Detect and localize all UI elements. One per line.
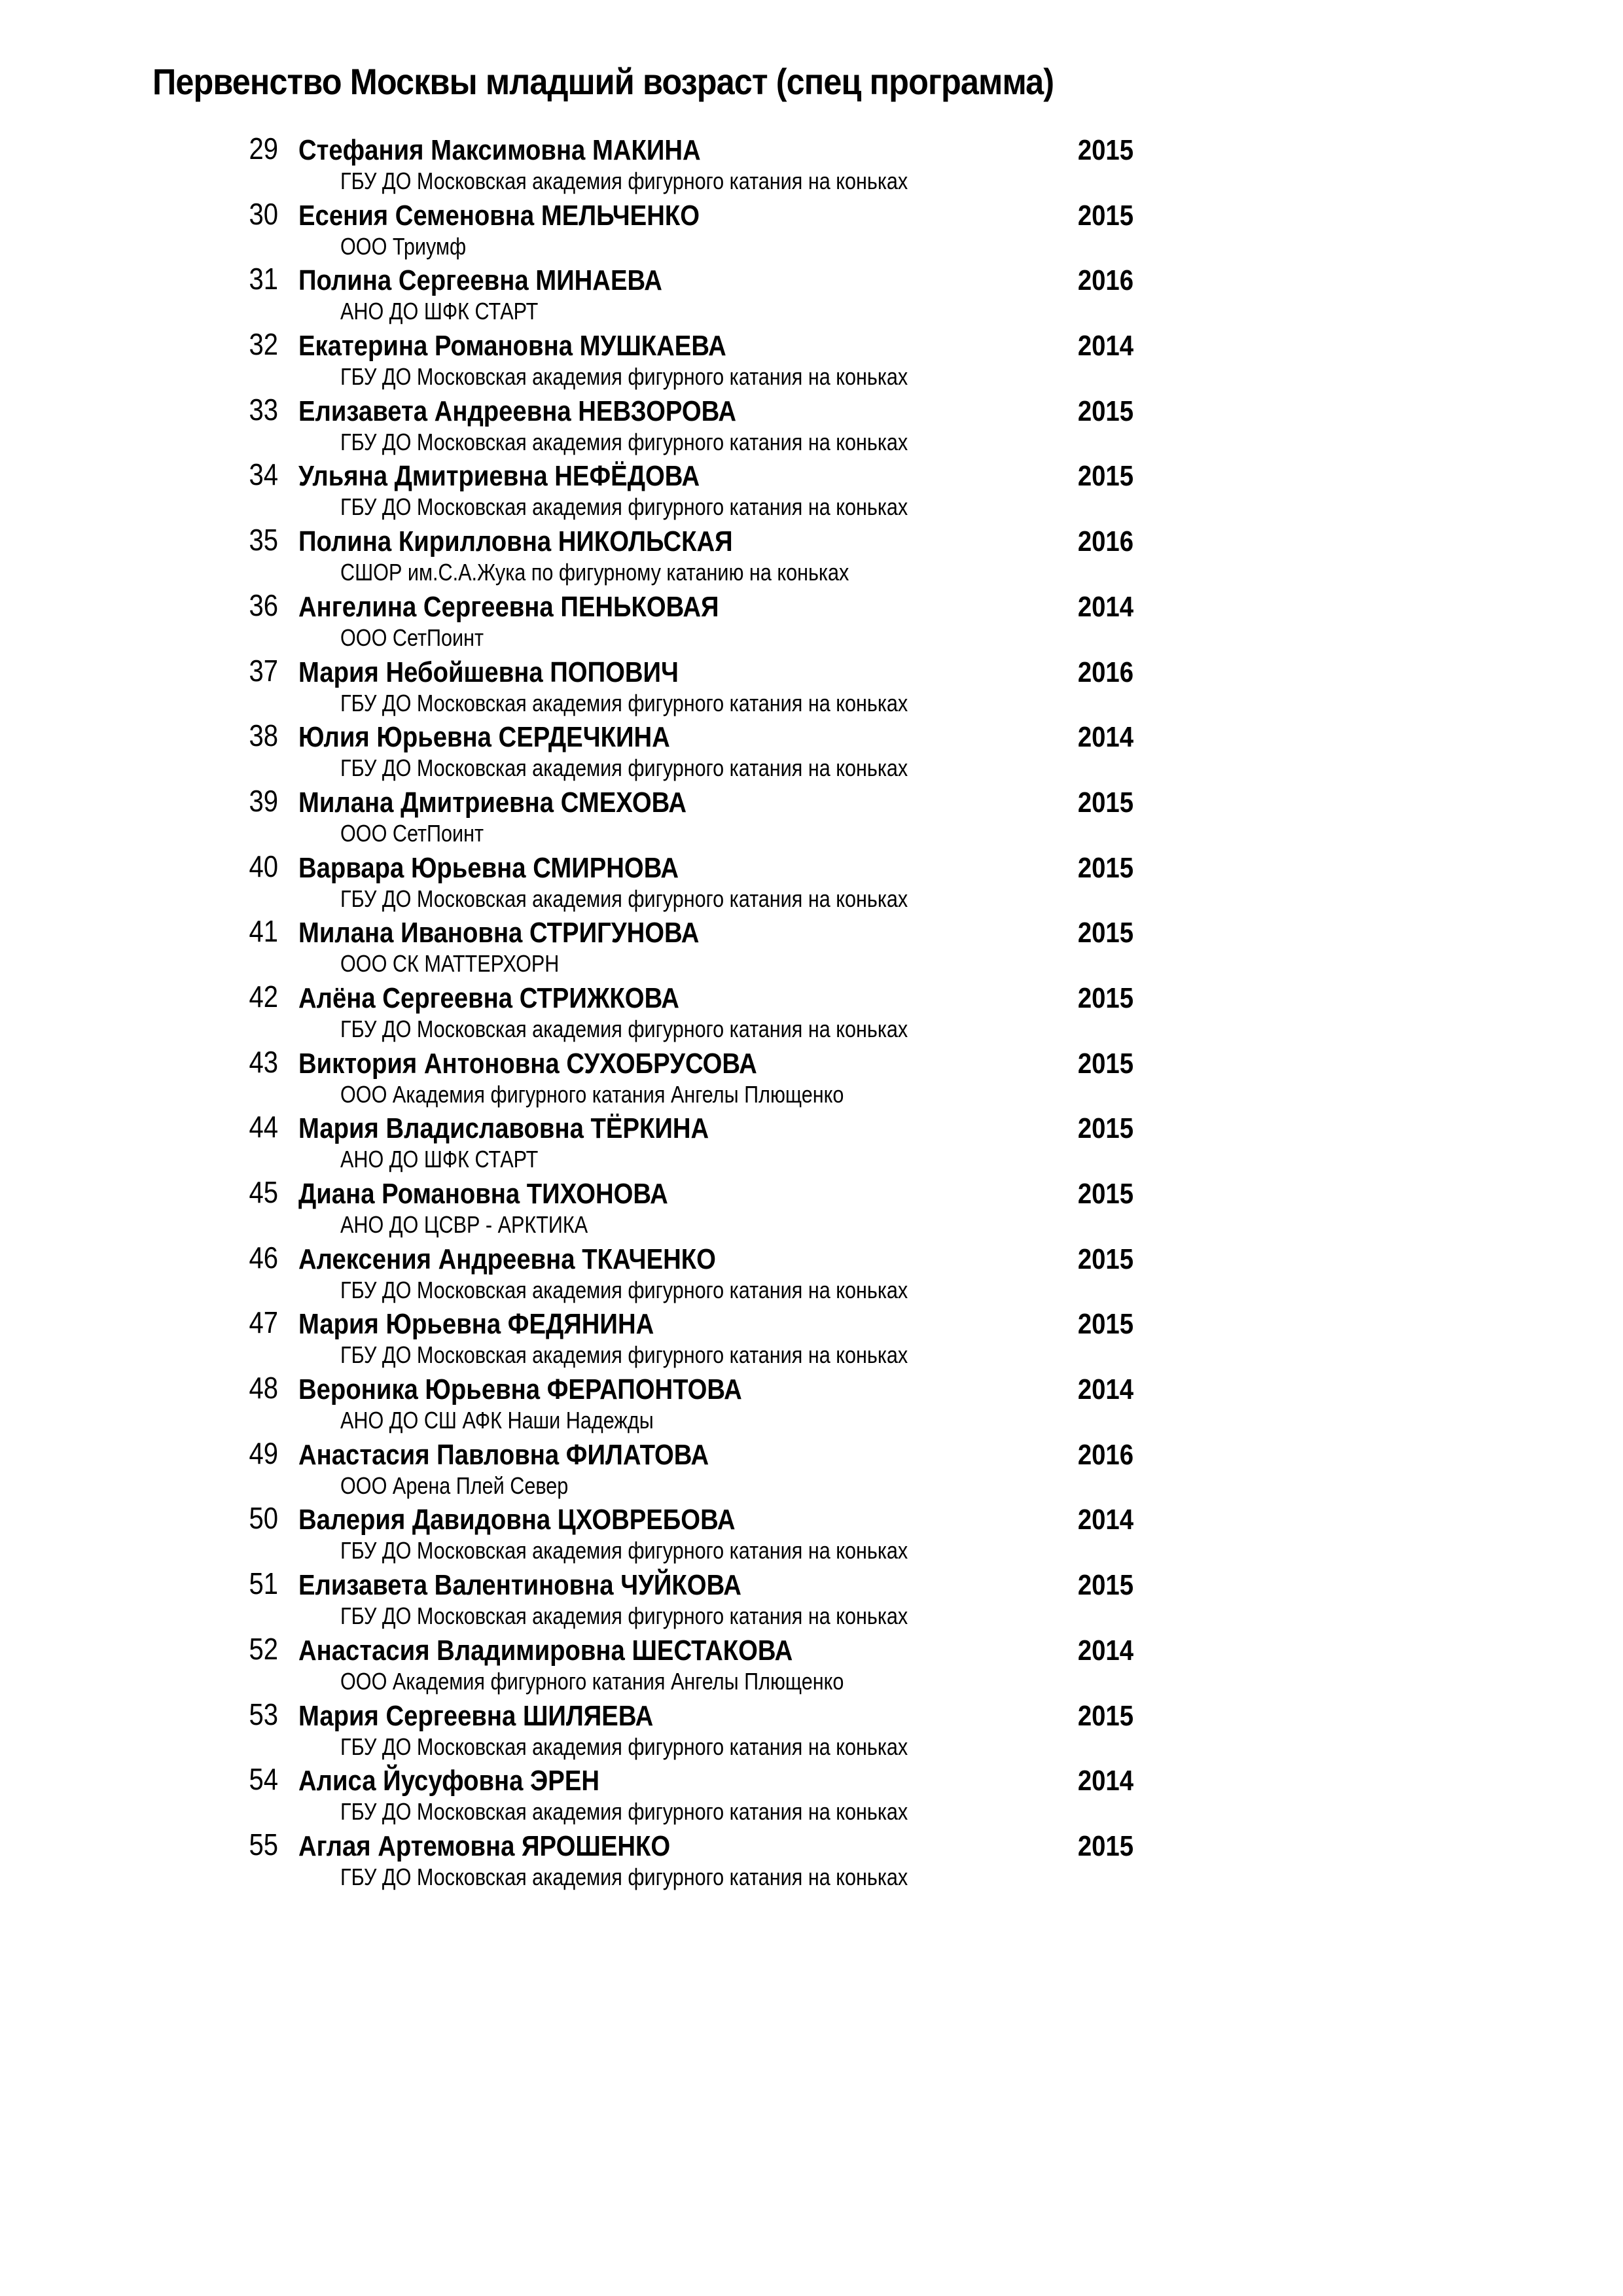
participant-birth-year: 2015 bbox=[1077, 851, 1133, 884]
participant-birth-year: 2015 bbox=[1077, 1569, 1133, 1602]
participant-number: 40 bbox=[249, 849, 278, 883]
participant-birth-year: 2015 bbox=[1077, 1243, 1133, 1275]
participant-number: 34 bbox=[249, 457, 278, 492]
participant-number: 29 bbox=[249, 132, 278, 166]
participant-row bbox=[0, 128, 1623, 194]
participant-birth-year: 2015 bbox=[1077, 1178, 1133, 1210]
participant-number: 53 bbox=[249, 1697, 278, 1731]
participant-row bbox=[0, 1824, 1623, 1890]
participant-row bbox=[0, 520, 1623, 585]
participant-row bbox=[0, 1563, 1623, 1629]
participant-club: ГБУ ДО Московская академия фигурного катания на коньках bbox=[340, 1733, 908, 1760]
participant-name: Милана Дмитриевна СМЕХОВА bbox=[298, 786, 687, 819]
participant-name: Елизавета Андреевна НЕВЗОРОВА bbox=[298, 395, 737, 427]
participant-club: ГБУ ДО Московская академия фигурного катания на коньках bbox=[340, 1276, 908, 1303]
participant-number: 50 bbox=[249, 1501, 278, 1536]
participant-birth-year: 2015 bbox=[1077, 460, 1133, 493]
participant-club: ГБУ ДО Московская академия фигурного катания на коньках bbox=[340, 1341, 908, 1369]
participant-club: ООО СК МАТТЕРХОРН bbox=[340, 950, 560, 978]
participant-club: ГБУ ДО Московская академия фигурного катания на коньках bbox=[340, 1798, 908, 1826]
participant-name: Мария Небойшевна ПОПОВИЧ bbox=[298, 656, 679, 688]
participant-club: ООО Арена Плей Север bbox=[340, 1472, 569, 1499]
participant-birth-year: 2014 bbox=[1077, 330, 1133, 362]
participant-row bbox=[0, 976, 1623, 1042]
participant-row bbox=[0, 324, 1623, 389]
participant-number: 30 bbox=[249, 196, 278, 231]
participant-name: Елизавета Валентиновна ЧУЙКОВА bbox=[298, 1569, 741, 1602]
participant-birth-year: 2015 bbox=[1077, 1308, 1133, 1341]
participant-birth-year: 2014 bbox=[1077, 1373, 1133, 1406]
participant-name: Диана Романовна ТИХОНОВА bbox=[298, 1178, 668, 1210]
participant-row bbox=[0, 846, 1623, 911]
participant-name: Мария Сергеевна ШИЛЯЕВА bbox=[298, 1699, 654, 1732]
participant-number: 38 bbox=[249, 718, 278, 753]
participant-name: Виктория Антоновна СУХОБРУСОВА bbox=[298, 1047, 757, 1080]
participant-number: 49 bbox=[249, 1436, 278, 1470]
participant-row bbox=[0, 389, 1623, 455]
participant-number: 54 bbox=[249, 1762, 278, 1797]
participant-club: ГБУ ДО Московская академия фигурного катания на коньках bbox=[340, 168, 908, 194]
participant-number: 42 bbox=[249, 979, 278, 1014]
participant-name: Ангелина Сергеевна ПЕНЬКОВАЯ bbox=[298, 590, 719, 623]
participant-club: ООО Академия фигурного катания Ангелы Плющенко bbox=[340, 1080, 844, 1108]
participant-club: ООО СетПоинт bbox=[340, 819, 484, 847]
participant-birth-year: 2016 bbox=[1077, 1438, 1133, 1471]
participant-club: ООО Академия фигурного катания Ангелы Плющенко bbox=[340, 1667, 844, 1695]
participant-number: 41 bbox=[249, 914, 278, 949]
participant-birth-year: 2015 bbox=[1077, 1829, 1133, 1862]
participant-number: 43 bbox=[249, 1044, 278, 1079]
participant-club: АНО ДО ЦСВР - АРКТИКА bbox=[340, 1211, 588, 1238]
participant-birth-year: 2015 bbox=[1077, 1112, 1133, 1145]
participant-number: 55 bbox=[249, 1827, 278, 1862]
participant-number: 47 bbox=[249, 1305, 278, 1340]
participant-name: Полина Сергеевна МИНАЕВА bbox=[298, 264, 662, 297]
participant-name: Вероника Юрьевна ФЕРАПОНТОВА bbox=[298, 1373, 742, 1406]
participant-birth-year: 2015 bbox=[1077, 134, 1133, 166]
participant-club: ГБУ ДО Московская академия фигурного катания на коньках bbox=[340, 1602, 908, 1630]
participant-number: 36 bbox=[249, 588, 278, 622]
participant-club: ООО СетПоинт bbox=[340, 624, 484, 651]
participant-club: ГБУ ДО Московская академия фигурного катания на коньках bbox=[340, 363, 908, 391]
participant-row bbox=[0, 1042, 1623, 1107]
participant-name: Ульяна Дмитриевна НЕФЁДОВА bbox=[298, 460, 700, 493]
participant-row bbox=[0, 1368, 1623, 1433]
participant-row bbox=[0, 194, 1623, 259]
participant-row bbox=[0, 258, 1623, 324]
participant-club: ГБУ ДО Московская академия фигурного катания на коньках bbox=[340, 1863, 908, 1890]
participant-number: 48 bbox=[249, 1371, 278, 1405]
participant-name: Алексения Андреевна ТКАЧЕНКО bbox=[298, 1243, 716, 1275]
participant-row bbox=[0, 1629, 1623, 1694]
page-title: Первенство Москвы младший возраст (спец программа) bbox=[152, 61, 1054, 102]
participant-row bbox=[0, 1759, 1623, 1824]
participant-name: Алёна Сергеевна СТРИЖКОВА bbox=[298, 981, 679, 1014]
participant-club: ГБУ ДО Московская академия фигурного катания на коньках bbox=[340, 754, 908, 782]
participant-row bbox=[0, 1433, 1623, 1498]
participant-birth-year: 2014 bbox=[1077, 590, 1133, 623]
participant-row bbox=[0, 1498, 1623, 1563]
participant-name: Алиса Йусуфовна ЭРЕН bbox=[298, 1765, 599, 1797]
participant-number: 31 bbox=[249, 262, 278, 296]
participant-row bbox=[0, 911, 1623, 976]
participant-club: АНО ДО ШФК СТАРТ bbox=[340, 298, 539, 325]
participant-number: 46 bbox=[249, 1240, 278, 1275]
participant-name: Мария Владиславовна ТЁРКИНА bbox=[298, 1112, 709, 1145]
participant-club: АНО ДО СШ АФК Наши Надежды bbox=[340, 1407, 654, 1434]
participant-number: 45 bbox=[249, 1175, 278, 1209]
participant-name: Валерия Давидовна ЦХОВРЕБОВА bbox=[298, 1504, 736, 1536]
participant-name: Милана Ивановна СТРИГУНОВА bbox=[298, 917, 700, 949]
participant-birth-year: 2016 bbox=[1077, 525, 1133, 558]
participant-birth-year: 2016 bbox=[1077, 656, 1133, 688]
participant-row bbox=[0, 1172, 1623, 1237]
participant-name: Есения Семеновна МЕЛЬЧЕНКО bbox=[298, 199, 700, 232]
participant-name: Полина Кирилловна НИКОЛЬСКАЯ bbox=[298, 525, 733, 558]
participant-birth-year: 2015 bbox=[1077, 786, 1133, 819]
participant-row bbox=[0, 1106, 1623, 1172]
participant-row bbox=[0, 585, 1623, 650]
participant-birth-year: 2014 bbox=[1077, 1765, 1133, 1797]
participant-name: Мария Юрьевна ФЕДЯНИНА bbox=[298, 1308, 654, 1341]
participant-club: СШОР им.С.А.Жука по фигурному катанию на коньках bbox=[340, 559, 849, 586]
participant-number: 33 bbox=[249, 392, 278, 427]
participant-birth-year: 2014 bbox=[1077, 721, 1133, 754]
participant-club: ГБУ ДО Московская академия фигурного катания на коньках bbox=[340, 689, 908, 716]
participant-row bbox=[0, 454, 1623, 520]
participant-birth-year: 2015 bbox=[1077, 395, 1133, 427]
participant-club: ГБУ ДО Московская академия фигурного катания на коньках bbox=[340, 493, 908, 521]
participant-number: 35 bbox=[249, 523, 278, 557]
participant-club: ГБУ ДО Московская академия фигурного катания на коньках bbox=[340, 428, 908, 455]
participant-number: 51 bbox=[249, 1566, 278, 1601]
participant-birth-year: 2014 bbox=[1077, 1634, 1133, 1667]
participant-row bbox=[0, 650, 1623, 716]
participant-club: ГБУ ДО Московская академия фигурного катания на коньках bbox=[340, 885, 908, 912]
participant-club: ГБУ ДО Московская академия фигурного катания на коньках bbox=[340, 1015, 908, 1042]
participant-name: Аглая Артемовна ЯРОШЕНКО bbox=[298, 1829, 671, 1862]
participant-name: Юлия Юрьевна СЕРДЕЧКИНА bbox=[298, 721, 670, 754]
participant-birth-year: 2015 bbox=[1077, 917, 1133, 949]
participant-name: Екатерина Романовна МУШКАЕВА bbox=[298, 330, 726, 362]
participant-name: Стефания Максимовна МАКИНА bbox=[298, 134, 701, 166]
participant-row bbox=[0, 781, 1623, 846]
participant-birth-year: 2016 bbox=[1077, 264, 1133, 297]
participant-number: 32 bbox=[249, 327, 278, 362]
participant-row bbox=[0, 1237, 1623, 1303]
participant-number: 37 bbox=[249, 653, 278, 688]
participant-row bbox=[0, 1302, 1623, 1368]
participant-list bbox=[0, 128, 1623, 1890]
participant-row bbox=[0, 715, 1623, 781]
participant-name: Варвара Юрьевна СМИРНОВА bbox=[298, 851, 679, 884]
participant-name: Анастасия Павловна ФИЛАТОВА bbox=[298, 1438, 709, 1471]
participant-birth-year: 2015 bbox=[1077, 1047, 1133, 1080]
participant-birth-year: 2015 bbox=[1077, 981, 1133, 1014]
participant-row bbox=[0, 1694, 1623, 1759]
participant-club: АНО ДО ШФК СТАРТ bbox=[340, 1146, 539, 1173]
participant-birth-year: 2015 bbox=[1077, 199, 1133, 232]
participant-name: Анастасия Владимировна ШЕСТАКОВА bbox=[298, 1634, 793, 1667]
participant-club: ООО Триумф bbox=[340, 232, 467, 260]
participant-club: ГБУ ДО Московская академия фигурного катания на коньках bbox=[340, 1537, 908, 1564]
participant-number: 52 bbox=[249, 1631, 278, 1666]
participant-number: 44 bbox=[249, 1110, 278, 1144]
participant-number: 39 bbox=[249, 783, 278, 818]
participant-birth-year: 2015 bbox=[1077, 1699, 1133, 1732]
participant-birth-year: 2014 bbox=[1077, 1504, 1133, 1536]
